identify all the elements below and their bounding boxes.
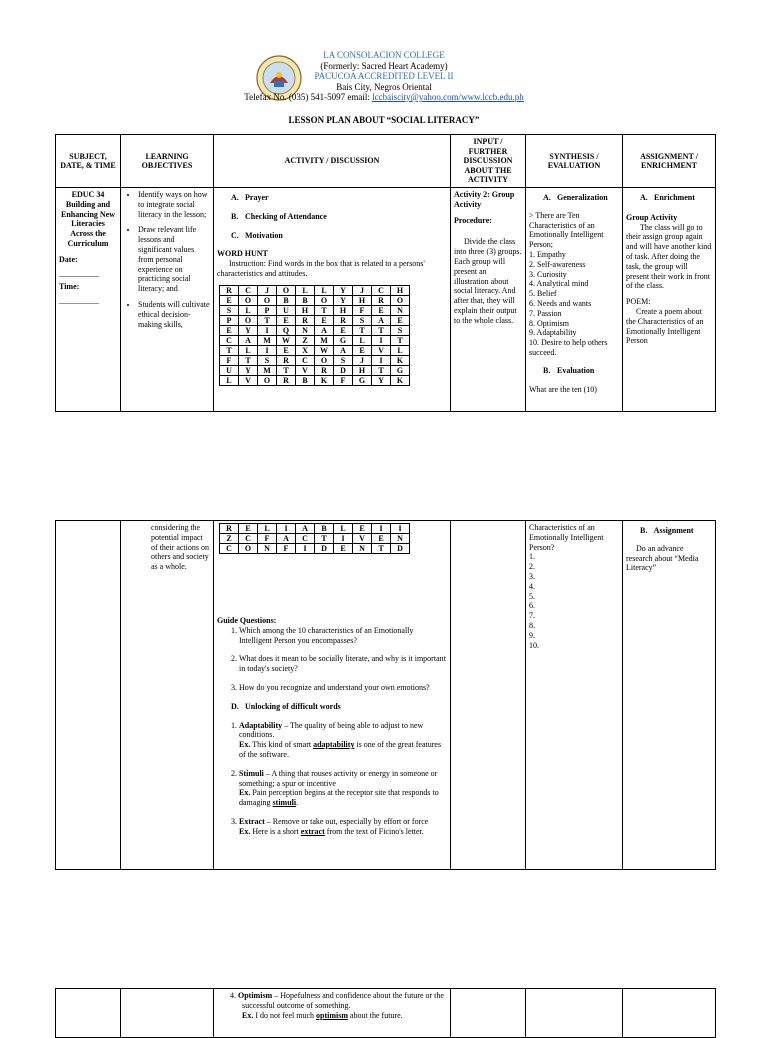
col-header-activity: ACTIVITY / DISCUSSION (214, 135, 451, 188)
synthesis-cell-continued (526, 521, 623, 870)
characteristic-item: 3. Curiosity (529, 269, 567, 279)
grid-letter: I (391, 524, 410, 534)
objectives-cell-continued (121, 521, 214, 870)
time-label: Time: (59, 282, 80, 292)
grid-letter: V (239, 375, 258, 385)
grid-letter: Y (372, 375, 391, 385)
procedure-label: Procedure: (454, 215, 492, 225)
grid-letter: K (315, 375, 334, 385)
grid-letter: B (315, 524, 334, 534)
vocab-item: 1. Adaptability – The quality of being able to adjust to new conditions. Ex. This kind of smart adaptability is one of the great features of the software. (239, 721, 447, 760)
grid-letter: S (258, 355, 277, 365)
course-title: EDUC 34 Building and Enhancing New Literacies Across the Curriculum (60, 190, 115, 248)
grid-letter: O (391, 295, 410, 305)
grid-letter: X (296, 345, 315, 355)
grid-letter: M (315, 335, 334, 345)
objective-item-continued: considering the potential impact of their actions on others and society as a whole. (151, 523, 209, 572)
grid-letter: Q (277, 325, 296, 335)
grid-letter: S (334, 355, 353, 365)
characteristic-item: 7. Passion (529, 308, 562, 318)
section-generalization: A. Generalization (543, 193, 608, 202)
activity-cell-continued (214, 521, 451, 870)
grid-letter: R (334, 315, 353, 325)
grid-row (220, 295, 410, 305)
evaluation-blanks (529, 552, 619, 650)
group-activity-label: Group Activity (626, 212, 678, 222)
grid-letter: U (277, 305, 296, 315)
grid-letter: I (258, 345, 277, 355)
grid-letter: A (372, 315, 391, 325)
grid-row (220, 335, 410, 345)
grid-letter: M (258, 335, 277, 345)
grid-letter: R (277, 375, 296, 385)
grid-letter: L (220, 375, 239, 385)
grid-letter: D (334, 365, 353, 375)
grid-letter: H (334, 305, 353, 315)
contact-prefix: Telefax No. (035) 541-5097 email: (244, 92, 373, 102)
grid-row (220, 534, 410, 544)
col-header-assignment: ASSIGNMENT / ENRICHMENT (623, 135, 716, 188)
grid-letter: V (296, 365, 315, 375)
grid-letter: B (296, 295, 315, 305)
grid-letter: O (239, 315, 258, 325)
input-activity-title: Activity 2: Group Activity (454, 190, 515, 209)
characteristic-item: 4. Analytical mind (529, 279, 589, 289)
characteristic-item: 9. Adaptability (529, 328, 577, 338)
grid-letter: W (277, 335, 296, 345)
grid-letter: H (296, 305, 315, 315)
answer-blank: 3. (529, 571, 535, 581)
grid-letter: A (334, 345, 353, 355)
grid-letter: H (353, 365, 372, 375)
objectives-cell (121, 188, 214, 412)
grid-letter: G (391, 365, 410, 375)
grid-letter: A (296, 524, 315, 534)
grid-row (220, 544, 410, 554)
grid-letter: N (391, 305, 410, 315)
characteristic-item: 10. Desire to help others succeed. (529, 338, 608, 357)
grid-letter: D (391, 544, 410, 554)
grid-letter: I (277, 524, 296, 534)
contact-line (0, 92, 768, 103)
grid-letter: E (391, 315, 410, 325)
grid-letter: R (277, 355, 296, 365)
grid-letter: I (296, 544, 315, 554)
grid-letter: P (220, 315, 239, 325)
grid-row (220, 305, 410, 315)
lesson-plan-table-part2 (55, 520, 716, 870)
grid-letter: E (353, 524, 372, 534)
lesson-plan-table-part3 (55, 988, 716, 1038)
grid-letter: M (258, 365, 277, 375)
grid-letter: O (315, 295, 334, 305)
grid-letter: E (315, 315, 334, 325)
answer-blank: 9. (529, 630, 535, 640)
grid-letter: Y (334, 285, 353, 295)
grid-letter: L (334, 524, 353, 534)
synthesis-cell (526, 188, 623, 412)
grid-letter: D (315, 544, 334, 554)
time-blank: __________ (59, 296, 99, 306)
col-header-synthesis: SYNTHESIS / EVALUATION (526, 135, 623, 188)
grid-letter: E (372, 534, 391, 544)
grid-letter: R (220, 285, 239, 295)
grid-letter: U (220, 365, 239, 375)
grid-letter: E (220, 295, 239, 305)
grid-letter: L (315, 285, 334, 295)
grid-letter: F (220, 355, 239, 365)
grid-letter: H (353, 295, 372, 305)
characteristic-item: 2. Self-awareness (529, 259, 586, 269)
grid-letter: J (353, 285, 372, 295)
characteristic-item: 5. Belief (529, 289, 557, 299)
grid-letter: B (277, 295, 296, 305)
grid-letter: Z (296, 335, 315, 345)
college-city: Bais City, Negros Oriental (336, 81, 432, 92)
assignment-cell-part3 (623, 989, 716, 1038)
grid-letter: C (239, 534, 258, 544)
grid-letter: L (296, 285, 315, 295)
grid-letter: N (391, 534, 410, 544)
col-header-objectives: LEARNING OBJECTIVES (121, 135, 214, 188)
grid-letter: F (353, 305, 372, 315)
grid-letter: I (334, 534, 353, 544)
grid-row (220, 355, 410, 365)
procedure-text: Divide the class into three (3) groups. Each group will present an illustration about social literacy. And after that, they will explain their output to the whole class. (454, 237, 522, 325)
answer-blank: 4. (529, 581, 535, 591)
activity-cell (214, 188, 451, 412)
grid-letter: N (296, 325, 315, 335)
grid-letter: T (372, 365, 391, 375)
assignment-text: Do an advance research about “Media Literacy” (626, 543, 699, 573)
grid-letter: F (277, 544, 296, 554)
characteristic-item: 8. Optimism (529, 318, 570, 328)
grid-letter: A (239, 335, 258, 345)
grid-letter: A (315, 325, 334, 335)
evaluation-question: What are the ten (10) (529, 384, 597, 394)
grid-letter: N (353, 544, 372, 554)
college-name: LA CONSOLACION COLLEGE (323, 50, 445, 60)
grid-letter: R (372, 295, 391, 305)
synthesis-cell-part3 (526, 989, 623, 1038)
guide-question: 3. How do you recognize and understand your own emotions? (239, 683, 447, 693)
grid-letter: G (353, 375, 372, 385)
grid-letter: E (372, 305, 391, 315)
grid-row (220, 345, 410, 355)
grid-row (220, 375, 410, 385)
vocab-item-optimism: 4. Optimism – Hopefulness and confidence about the future or the successful outcome of something. Ex. I do not feel much optimism about the future. (230, 991, 444, 1020)
grid-letter: J (353, 355, 372, 365)
grid-letter: O (258, 375, 277, 385)
grid-letter: S (353, 315, 372, 325)
grid-letter: V (372, 345, 391, 355)
grid-letter: Z (220, 534, 239, 544)
answer-blank: 1. (529, 552, 535, 562)
poem-label: POEM: (626, 297, 651, 307)
subject-cell-continued (56, 521, 121, 870)
answer-blank: 10. (529, 640, 539, 650)
grid-letter: T (239, 355, 258, 365)
grid-letter: V (353, 534, 372, 544)
col-header-subject: SUBJECT, DATE, & TIME (56, 135, 121, 188)
section-assignment: B. Assignment (640, 526, 694, 535)
grid-letter: E (239, 524, 258, 534)
grid-letter: Y (239, 325, 258, 335)
section-motivation: C. Motivation (231, 230, 283, 240)
evaluation-question-continued: Characteristics of an Emotionally Intelligent Person? (529, 523, 604, 552)
word-hunt-instruction: Instruction: Find words in the box that is related to a persons' characteristics and attitudes. (217, 259, 425, 278)
objective-item: • Draw relevant life lessons and significant values from personal experience on practicing social literacy; and (138, 225, 210, 294)
answer-blank: 7. (529, 611, 535, 621)
grid-letter: T (277, 365, 296, 375)
grid-letter: R (315, 365, 334, 375)
grid-letter: L (391, 345, 410, 355)
date-blank: __________ (59, 268, 99, 278)
grid-letter: R (296, 315, 315, 325)
grid-letter: T (315, 534, 334, 544)
characteristic-item: 6. Needs and wants (529, 298, 592, 308)
grid-letter: E (334, 544, 353, 554)
grid-letter: L (258, 524, 277, 534)
generalization-intro: > There are Ten Characteristics of an Emotionally Intelligent Person; (529, 210, 604, 250)
grid-letter: K (391, 355, 410, 365)
poem-text: Create a poem about the Characteristics of an Emotionally Intelligent Person (626, 306, 704, 346)
grid-letter: T (372, 325, 391, 335)
grid-letter: C (220, 335, 239, 345)
vocab-item: 2. Stimuli – A thing that rouses activity or energy in someone or something; a spur or incentive Ex. Pain perception begins at the receptor site that responds to damaging stimuli. (239, 769, 447, 808)
email-link[interactable]: lccbaiscity@yahoo.com/www.lccb.edu.ph (372, 92, 524, 102)
grid-letter: C (220, 544, 239, 554)
grid-letter: C (296, 534, 315, 544)
answer-blank: 2. (529, 562, 535, 572)
accreditation: PACUCOA ACCREDITED LEVEL II (314, 71, 454, 81)
characteristics-list (529, 250, 619, 358)
grid-letter: K (391, 375, 410, 385)
objectives-list (124, 190, 210, 329)
grid-letter: L (239, 305, 258, 315)
guide-question: 1. Which among the 10 characteristics of an Emotionally Intelligent Person you encompasses? (239, 626, 447, 646)
word-hunt-title: WORD HUNT (217, 249, 268, 259)
grid-letter: L (239, 345, 258, 355)
lesson-plan-table-part1 (55, 134, 716, 412)
objective-item: • Identify ways on how to integrate social literacy in the lesson; (138, 190, 210, 219)
grid-letter: Y (239, 365, 258, 375)
difficult-words-list (217, 721, 447, 837)
grid-letter: I (372, 355, 391, 365)
word-search-grid-2 (219, 523, 410, 554)
grid-letter: F (258, 534, 277, 544)
grid-letter: J (258, 285, 277, 295)
section-prayer: A. Prayer (231, 193, 269, 202)
objectives-cell-part3 (121, 989, 214, 1038)
grid-letter: P (258, 305, 277, 315)
grid-letter: E (277, 315, 296, 325)
grid-letter: N (258, 544, 277, 554)
input-cell (451, 188, 526, 412)
grid-letter: O (239, 295, 258, 305)
grid-letter: I (258, 325, 277, 335)
grid-letter: O (277, 285, 296, 295)
grid-letter: E (220, 325, 239, 335)
grid-row (220, 285, 410, 295)
grid-letter: O (239, 544, 258, 554)
lesson-plan-title: LESSON PLAN ABOUT “SOCIAL LITERACY” (288, 115, 480, 125)
answer-blank: 6. (529, 601, 535, 611)
grid-letter: G (334, 335, 353, 345)
group-activity-text: The class will go to their assign group again and will have another kind of task. After doing the task, the group will present their work in front of the class. (626, 222, 712, 291)
subject-cell (56, 188, 121, 412)
grid-letter: T (315, 305, 334, 315)
grid-row (220, 325, 410, 335)
grid-letter: I (372, 524, 391, 534)
grid-letter: T (372, 544, 391, 554)
assignment-cell (623, 188, 716, 412)
guide-question: 2. What does it mean to be socially literate, and why is it important in today's society? (239, 654, 447, 674)
grid-letter: L (353, 335, 372, 345)
section-attendance: B. Checking of Attendance (231, 211, 327, 221)
grid-row (220, 365, 410, 375)
grid-letter: Y (334, 295, 353, 305)
college-formerly: (Formerly: Sacred Heart Academy) (320, 60, 448, 71)
grid-letter: F (334, 375, 353, 385)
grid-letter: I (372, 335, 391, 345)
vocab-item: 3. Extract – Remove or take out, especially by effort or force Ex. Here is a short extract from the text of Ficino's letter. (239, 817, 447, 837)
grid-letter: C (372, 285, 391, 295)
section-evaluation: B. Evaluation (543, 365, 595, 375)
objective-item: • Students will cultivate ethical decision-making skills, (138, 300, 210, 329)
answer-blank: 8. (529, 620, 535, 630)
characteristic-item: 1. Empathy (529, 249, 566, 259)
input-cell-continued (451, 521, 526, 870)
grid-letter: R (220, 524, 239, 534)
subject-cell-part3 (56, 989, 121, 1038)
grid-letter: O (315, 355, 334, 365)
col-header-input: INPUT / FURTHER DISCUSSION ABOUT THE ACTIVITY (451, 135, 526, 188)
school-header (0, 50, 768, 103)
grid-letter: T (258, 315, 277, 325)
grid-letter: T (391, 335, 410, 345)
grid-letter: W (315, 345, 334, 355)
guide-questions-title: Guide Questions: (217, 616, 277, 625)
section-enrichment: A. Enrichment (640, 193, 695, 202)
grid-letter: B (296, 375, 315, 385)
grid-letter: E (277, 345, 296, 355)
grid-letter: H (391, 285, 410, 295)
grid-row (220, 315, 410, 325)
grid-letter: T (353, 325, 372, 335)
grid-letter: C (239, 285, 258, 295)
word-search-grid-1 (219, 285, 410, 386)
grid-letter: E (334, 325, 353, 335)
assignment-cell-continued (623, 521, 716, 870)
answer-blank: 5. (529, 591, 535, 601)
date-label: Date: (59, 254, 78, 264)
guide-questions-list (217, 626, 447, 693)
grid-letter: S (391, 325, 410, 335)
section-unlocking: D. Unlocking of difficult words (231, 701, 341, 711)
grid-letter: O (258, 295, 277, 305)
activity-cell-part3 (214, 989, 451, 1038)
grid-letter: T (220, 345, 239, 355)
input-cell-part3 (451, 989, 526, 1038)
grid-letter: E (353, 345, 372, 355)
grid-letter: S (220, 305, 239, 315)
grid-row (220, 524, 410, 534)
grid-letter: A (277, 534, 296, 544)
grid-letter: C (296, 355, 315, 365)
